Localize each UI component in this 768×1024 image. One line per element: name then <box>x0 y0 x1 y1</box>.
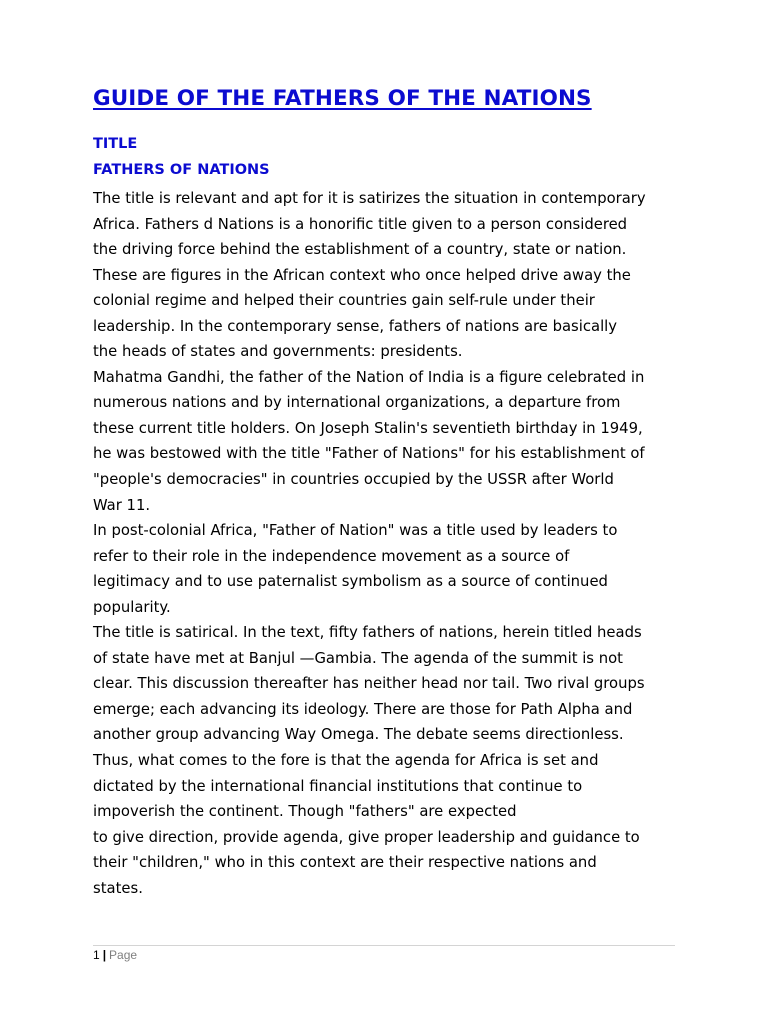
page-label: Page <box>109 948 138 962</box>
text-line: Thus, what comes to the fore is that the agenda for Africa is set and <box>93 752 599 770</box>
text-line: leadership. In the contemporary sense, fathers of nations are basically <box>93 317 618 335</box>
text-line: These are figures in the African context who once helped drive away the <box>93 266 631 284</box>
text-line: legitimacy and to use paternalist symbolism as a source of continued <box>93 573 608 591</box>
text-line: he was bestowed with the title "Father of Nations" for his establishment of <box>93 445 645 463</box>
text-line: impoverish the continent. Though "fathers" are expected <box>93 803 517 821</box>
text-line: these current title holders. On Joseph Stalin's seventieth birthday in 1949, <box>93 419 643 437</box>
text-line: The title is satirical. In the text, fifty fathers of nations, herein titled heads <box>93 624 642 642</box>
text-line: In post-colonial Africa, "Father of Nation" was a title used by leaders to <box>93 522 618 540</box>
text-line: of state have met at Banjul —Gambia. The agenda of the summit is not <box>93 649 623 667</box>
text-line: the heads of states and governments: presidents. <box>93 343 463 361</box>
text-line: numerous nations and by international organizations, a departure from <box>93 394 621 412</box>
text-line: emerge; each advancing its ideology. There are those for Path Alpha and <box>93 700 633 718</box>
text-line: dictated by the international financial institutions that continue to <box>93 777 583 795</box>
text-line: popularity. <box>93 598 171 616</box>
text-line: Mahatma Gandhi, the father of the Nation of India is a figure celebrated in <box>93 368 645 386</box>
footer-separator: | <box>102 948 107 962</box>
page-number: 1 <box>93 948 100 962</box>
document-title: GUIDE OF THE FATHERS OF THE NATIONS <box>93 86 592 111</box>
text-line: War 11. <box>93 496 151 514</box>
text-line: clear. This discussion thereafter has neither head nor tail. Two rival groups <box>93 675 645 693</box>
text-line: another group advancing Way Omega. The debate seems directionless. <box>93 726 624 744</box>
text-line: the driving force behind the establishment of a country, state or nation. <box>93 241 627 259</box>
page-footer <box>93 948 137 962</box>
text-line: colonial regime and helped their countries gain self-rule under their <box>93 292 595 310</box>
text-line: states. <box>93 879 143 897</box>
text-line: "people's democracies" in countries occupied by the USSR after World <box>93 471 614 489</box>
text-line: The title is relevant and apt for it is satirizes the situation in contemporary <box>93 190 646 207</box>
text-line: their "children," who in this context are their respective nations and <box>93 854 597 872</box>
body-text <box>93 186 693 901</box>
subheading: FATHERS OF NATIONS <box>93 162 270 178</box>
text-line: to give direction, provide agenda, give proper leadership and guidance to <box>93 828 640 846</box>
text-line: refer to their role in the independence movement as a source of <box>93 547 570 565</box>
text-line: Africa. Fathers d Nations is a honorific title given to a person considered <box>93 215 628 233</box>
section-heading: TITLE <box>93 136 138 152</box>
footer-divider <box>93 945 675 946</box>
